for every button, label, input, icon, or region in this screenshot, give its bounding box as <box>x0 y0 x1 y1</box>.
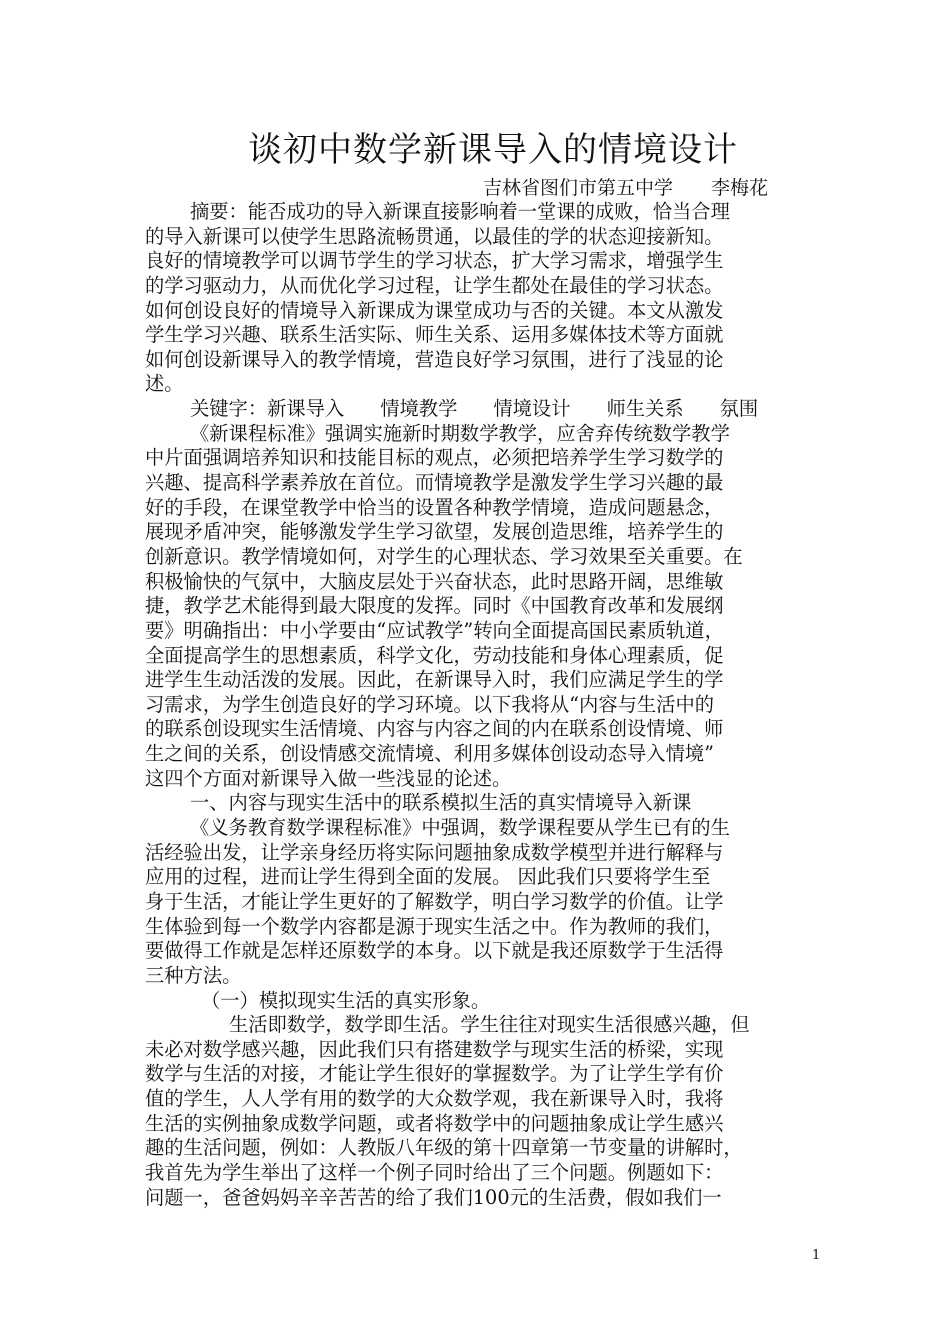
subsection-heading: （一）模拟现实生活的真实形象。 <box>201 988 491 1012</box>
text-line: 捷，教学艺术能得到最大限度的发挥。同时《中国教育改革和发展纲 <box>145 594 724 618</box>
text-line: 良好的情境教学可以调节学生的学习状态，扩大学习需求，增强学生 <box>145 249 724 273</box>
text-line: 积极愉快的气氛中，大脑皮层处于兴奋状态，此时思路开阔，思维敏 <box>145 569 724 593</box>
text-line: 活经验出发，让学亲身经历将实际问题抽象成数学模型并进行解释与 <box>145 840 724 864</box>
text-line: 《义务教育数学课程标准》中强调，数学课程要从学生已有的生 <box>190 816 730 840</box>
author-name: 李梅花 <box>711 177 769 199</box>
text-line: 生体验到每一个数学内容都是源于现实生活之中。作为教师的我们， <box>145 914 724 938</box>
keyword: 师生关系 <box>606 397 684 421</box>
text-line: 学生学习兴趣、联系生活实际、师生关系、运用多媒体技术等方面就 <box>145 323 724 347</box>
text-line: 问题一，爸爸妈妈辛辛苦苦的给了我们100元的生活费，假如我们一 <box>145 1185 722 1209</box>
section-heading: 一、内容与现实生活中的联系模拟生活的真实情境导入新课 <box>190 791 692 815</box>
school-name: 吉林省图们市第五中学 <box>483 177 674 199</box>
keyword: 情境教学 <box>380 397 458 421</box>
text-line: 三种方法。 <box>145 963 242 987</box>
text-line: 摘要：能否成功的导入新课直接影响着一堂课的成败，恰当合理 <box>190 200 730 223</box>
text-line: 的联系创设现实生活情境、内容与内容之间的内在联系创设情境、师 <box>145 717 724 741</box>
text-line: 要》明确指出：中小学要由“应试教学”转向全面提高国民素质轨道， <box>145 618 724 642</box>
text-line: 展现矛盾冲突，能够激发学生学习欲望，发展创造思维，培养学生的 <box>145 520 724 544</box>
text-line: 如何创设新课导入的教学情境，营造良好学习氛围，进行了浅显的论 <box>145 347 724 371</box>
text-line: 趣的生活问题，例如：人教版八年级的第十四章第一节变量的讲解时， <box>145 1136 743 1160</box>
text-line: 好的手段，在课堂教学中恰当的设置各种教学情境，造成问题悬念， <box>145 495 724 519</box>
text-line: 习需求，为学生创造良好的学习环境。以下我将从“内容与生活中的 <box>145 692 715 716</box>
text-line: 生之间的关系，创设情感交流情境、利用多媒体创设动态导入情境” <box>145 742 715 766</box>
keyword: 氛围 <box>719 397 759 421</box>
text-line: 要做得工作就是怎样还原数学的本身。以下就是我还原数学于生活得 <box>145 939 724 963</box>
text-line: 中片面强调培养知识和技能目标的观点，必须把培养学生学习数学的 <box>145 446 724 470</box>
text-line: 生活即数学，数学即生活。学生往往对现实生活很感兴趣，但 <box>229 1013 750 1037</box>
text-line: 全面提高学生的思想素质，科学文化，劳动技能和身体心理素质，促 <box>145 643 724 667</box>
keywords-line <box>145 397 817 422</box>
text-line: 兴趣、提高科学素养放在首位。而情境教学是激发学生学习兴趣的最 <box>145 471 724 495</box>
text-line: 的导入新课可以使学生思路流畅贯通，以最佳的学的状态迎接新知。 <box>145 224 724 248</box>
text-line: 生活的实例抽象成数学问题，或者将数学中的问题抽象成让学生感兴 <box>145 1111 724 1135</box>
keyword: 情境设计 <box>493 397 571 421</box>
text-line: 我首先为学生举出了这样一个例子同时给出了三个问题。例题如下： <box>145 1160 724 1184</box>
document-title: 谈初中数学新课导入的情境设计 <box>248 130 738 170</box>
text-line: 身于生活，才能让学生更好的了解数学，明白学习数学的价值。让学 <box>145 889 724 913</box>
body-text <box>145 200 817 1210</box>
text-line: 述。 <box>145 372 184 396</box>
byline <box>483 176 768 200</box>
text-line: 进学生生动活泼的发展。因此，在新课导入时，我们应满足学生的学 <box>145 668 724 692</box>
text-line: 的学习驱动力，从而优化学习过程，让学生都处在最佳的学习状态。 <box>145 273 724 297</box>
text-line: 应用的过程，进而让学生得到全面的发展。 因此我们只要将学生至 <box>145 865 711 889</box>
text-line: 这四个方面对新课导入做一些浅显的论述。 <box>145 766 512 790</box>
page-number: 1 <box>812 1248 821 1263</box>
text-line: 未必对数学感兴趣，因此我们只有搭建数学与现实生活的桥梁，实现 <box>145 1037 724 1061</box>
text-line: 值的学生，人人学有用的数学的大众数学观，我在新课导入时，我将 <box>145 1087 724 1111</box>
keyword: 新课导入 <box>267 397 345 421</box>
text-line: 如何创设良好的情境导入新课成为课堂成功与否的关键。本文从激发 <box>145 298 724 322</box>
text-line: 创新意识。教学情境如何，对学生的心理状态、学习效果至关重要。在 <box>145 544 743 568</box>
text-line: 数学与生活的对接，才能让学生很好的掌握数学。为了让学生学有价 <box>145 1062 724 1086</box>
text-line: 《新课程标准》强调实施新时期数学教学，应舍弃传统数学教学 <box>190 421 730 445</box>
keywords-label: 关键字： <box>190 397 268 421</box>
